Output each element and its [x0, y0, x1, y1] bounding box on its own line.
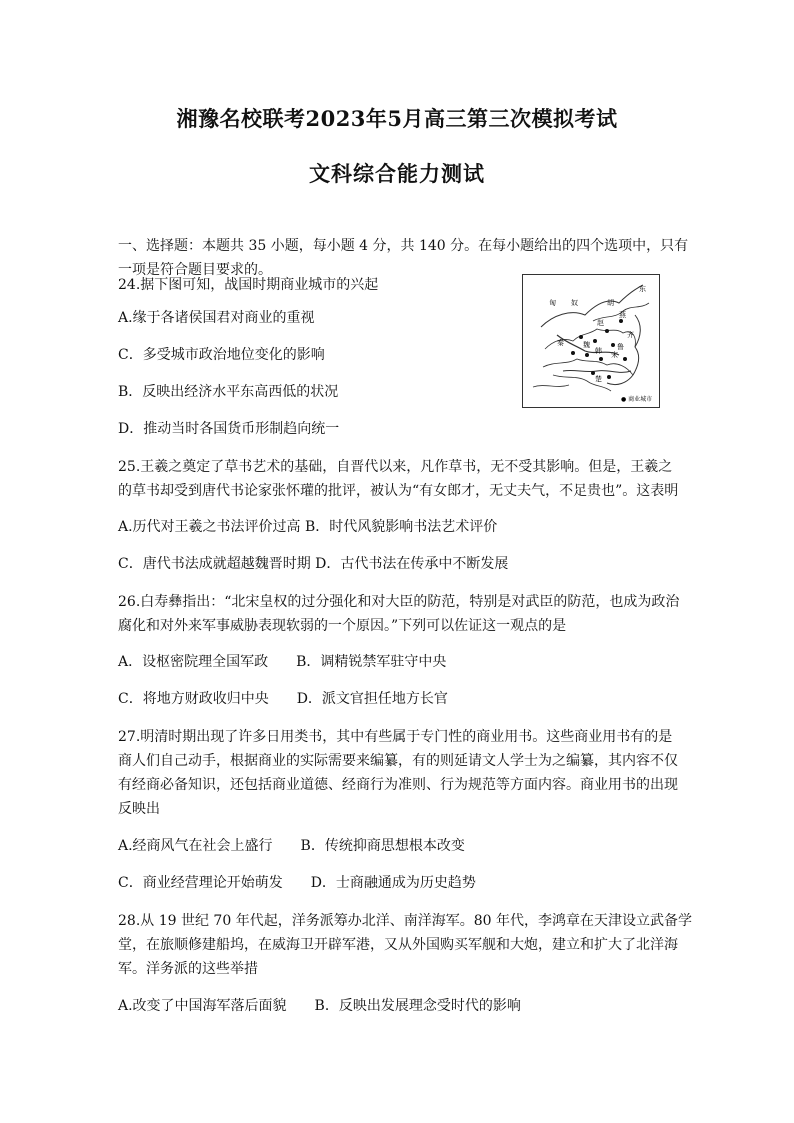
map-label: 鲁 [617, 343, 624, 351]
map-label: 秦 [557, 339, 564, 347]
q25-options-line-2: C．唐代书法成就超越魏晋时期 D．古代书法在传承中不断发展 [118, 556, 509, 572]
q28-options-line-1: A.改变了中国海军落后面貌 B．反映出发展理念受时代的影响 [118, 998, 521, 1014]
map-label: 齐 [627, 331, 634, 339]
q24-stem: 24.据下图可知，战国时期商业城市的兴起 [118, 277, 379, 293]
q28-stem-line-3: 军。洋务派的这些举措 [118, 961, 258, 977]
q27-stem-line-2: 商人们自己动手，根据商业的实际需要来编纂，有的则延请文人学士为之编纂，其内容不仅 [118, 753, 678, 769]
q24-option-b: B．反映出经济水平东高西低的状况 [118, 384, 339, 400]
q27-options-line-2: C．商业经营理论开始萌发 D．士商融通成为历史趋势 [118, 875, 476, 891]
map-label: 韩 [595, 347, 602, 355]
q27-stem-line-4: 反映出 [118, 801, 160, 817]
warring-states-map [522, 274, 660, 408]
q28-stem-line-1: 28.从 19 世纪 70 年代起，洋务派筹办北洋、南洋海军。80 年代，李鸿章在天津设立武备学 [118, 913, 692, 929]
map-label: 楚 [595, 375, 602, 383]
q26-stem-line-1: 26.白寿彝指出：“北宋皇权的过分强化和对大臣的防范，特别是对武臣的防范，也成为政治 [118, 594, 680, 610]
q26-options-line-1: A．设枢密院理全国军政 B．调精锐禁军驻守中央 [118, 654, 447, 670]
instructions-line-2: 一项是符合题目要求的。 [118, 262, 272, 278]
map-label: 赵 [597, 319, 604, 327]
q27-stem-line-3: 有经商必备知识，还包括商业道德、经商行为准则、行为规范等方面内容。商业用书的出现 [118, 777, 678, 793]
q24-option-a: A.缘于各诸侯国君对商业的重视 [118, 310, 315, 326]
q27-options-line-1: A.经商风气在社会上盛行 B．传统抑商思想根本改变 [118, 838, 465, 854]
q24-option-d: D．推动当时各国货币形制趋向统一 [118, 421, 340, 437]
map-label: 宋 [611, 351, 618, 359]
page-title: 湘豫名校联考2023年5月高三第三次模拟考试 [176, 106, 618, 131]
map-legend: ● 商业城市 [621, 396, 653, 403]
map-label: 东 [639, 285, 646, 293]
q25-stem-line-2: 的草书却受到唐代书论家张怀瓘的批评，被认为“有女郎才，无丈夫气，不足贵也”。这表明 [118, 483, 679, 499]
q25-stem-line-1: 25.王羲之奠定了草书艺术的基础，自晋代以来，凡作草书，无不受其影响。但是，王羲之 [118, 459, 673, 475]
q24-option-c: C．多受城市政治地位变化的影响 [118, 347, 325, 363]
q26-options-line-2: C．将地方财政收归中央 D．派文官担任地方长官 [118, 691, 448, 707]
map-label: 燕 [619, 311, 626, 319]
map-label: 魏 [583, 341, 590, 349]
q25-options-line-1: A.历代对王羲之书法评价过高 B．时代风貌影响书法艺术评价 [118, 519, 498, 535]
map-label: 奴 [571, 299, 578, 307]
map-label: 胡 [607, 299, 614, 307]
q26-stem-line-2: 腐化和对外来军事威胁表现软弱的一个原因。”下列可以佐证这一观点的是 [118, 618, 567, 634]
map-image [523, 275, 659, 407]
instructions-line-1: 一、选择题：本题共 35 小题，每小题 4 分，共 140 分。在每小题给出的四个选项中，只有 [118, 238, 689, 254]
q28-stem-line-2: 堂，在旅顺修建船坞，在威海卫开辟军港，又从外国购买军舰和大炮，建立和扩大了北洋海 [118, 937, 678, 953]
q27-stem-line-1: 27.明清时期出现了许多日用类书，其中有些属于专门性的商业用书。这些商业用书有的是 [118, 729, 673, 745]
page-subtitle: 文科综合能力测试 [309, 161, 485, 186]
map-label: 匈 [549, 299, 556, 307]
